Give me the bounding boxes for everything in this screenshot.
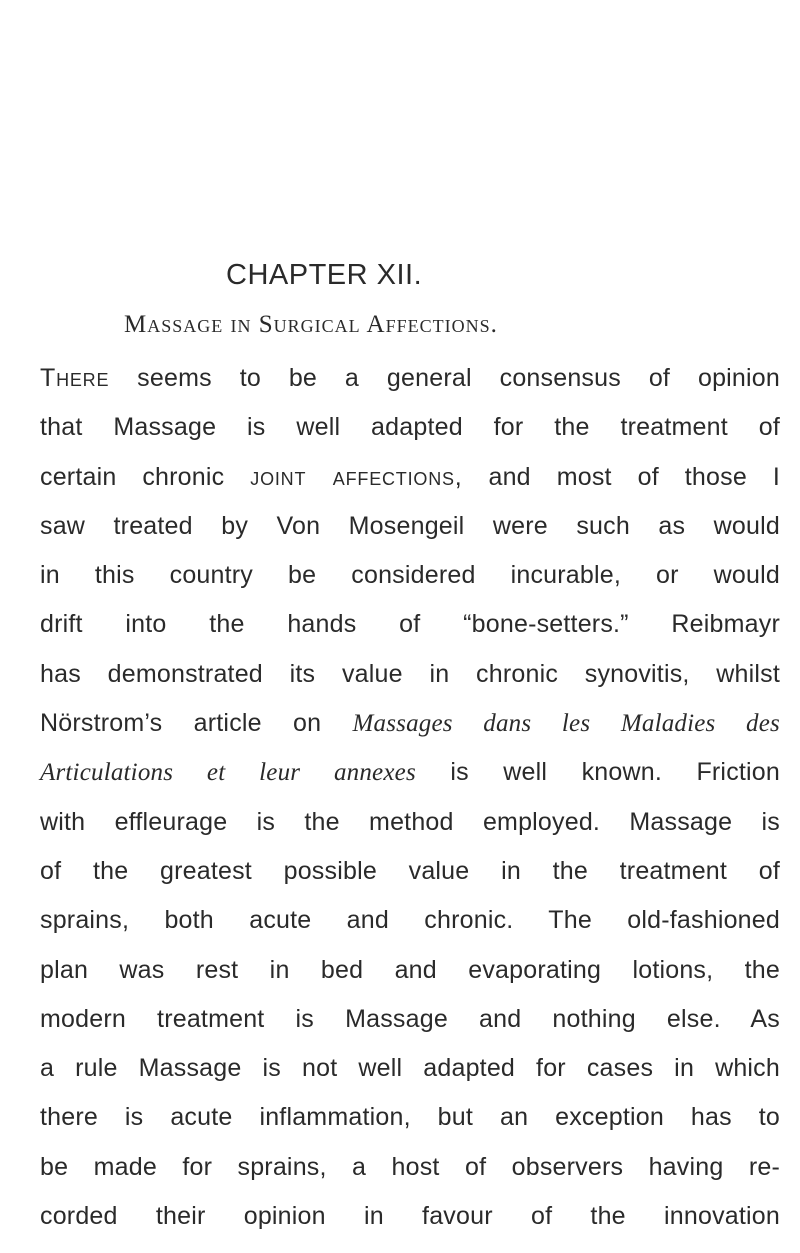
text-line: corded their opinion in favour of the innovation xyxy=(40,1202,780,1231)
text-line: of the greatest possible value in the treatment of xyxy=(40,856,780,885)
text-line: sprains, both acute and chronic. The old-fashioned xyxy=(40,906,780,935)
text-line xyxy=(40,748,780,797)
body-paragraph xyxy=(40,354,780,1241)
chapter-heading: CHAPTER XII. xyxy=(226,259,423,291)
text-line: has demonstrated its value in chronic synovitis, whilst xyxy=(40,659,780,688)
small-caps-phrase: joint affections, xyxy=(250,462,463,491)
italic-title: Articulations et leur annexes xyxy=(40,759,416,787)
text-line xyxy=(40,699,780,748)
text-line: saw treated by Von Mosengeil were such as would xyxy=(40,511,780,540)
text-line: be made for sprains, a host of observers having re- xyxy=(40,1152,780,1181)
text-line: plan was rest in bed and evaporating lotions, the xyxy=(40,955,780,984)
text-run: Nörstrom’s article on xyxy=(40,709,353,738)
text-run: is well known. Friction xyxy=(415,758,780,787)
text-run: and most of those I xyxy=(462,462,780,491)
italic-title: Massages dans les Maladies des xyxy=(352,710,780,738)
text-run: seems to be a general consensus of opinion xyxy=(109,364,780,392)
text-line xyxy=(40,453,780,502)
text-line: with effleurage is the method employed. Massage is xyxy=(40,807,780,836)
text-line: in this country be considered incurable, or would xyxy=(40,561,780,590)
text-line: a rule Massage is not well adapted for cases in which xyxy=(40,1054,780,1083)
section-title: Massage in Surgical Affections. xyxy=(124,311,498,338)
text-run: certain chronic xyxy=(40,462,251,491)
text-line: modern treatment is Massage and nothing else. As xyxy=(40,1004,780,1033)
text-line: that Massage is well adapted for the treatment of xyxy=(40,413,780,442)
lead-word: There xyxy=(40,364,110,392)
text-line xyxy=(40,354,780,403)
text-line: there is acute inflammation, but an exception has to xyxy=(40,1103,780,1132)
text-line: drift into the hands of “bone-setters.” Reibmayr xyxy=(40,610,780,639)
